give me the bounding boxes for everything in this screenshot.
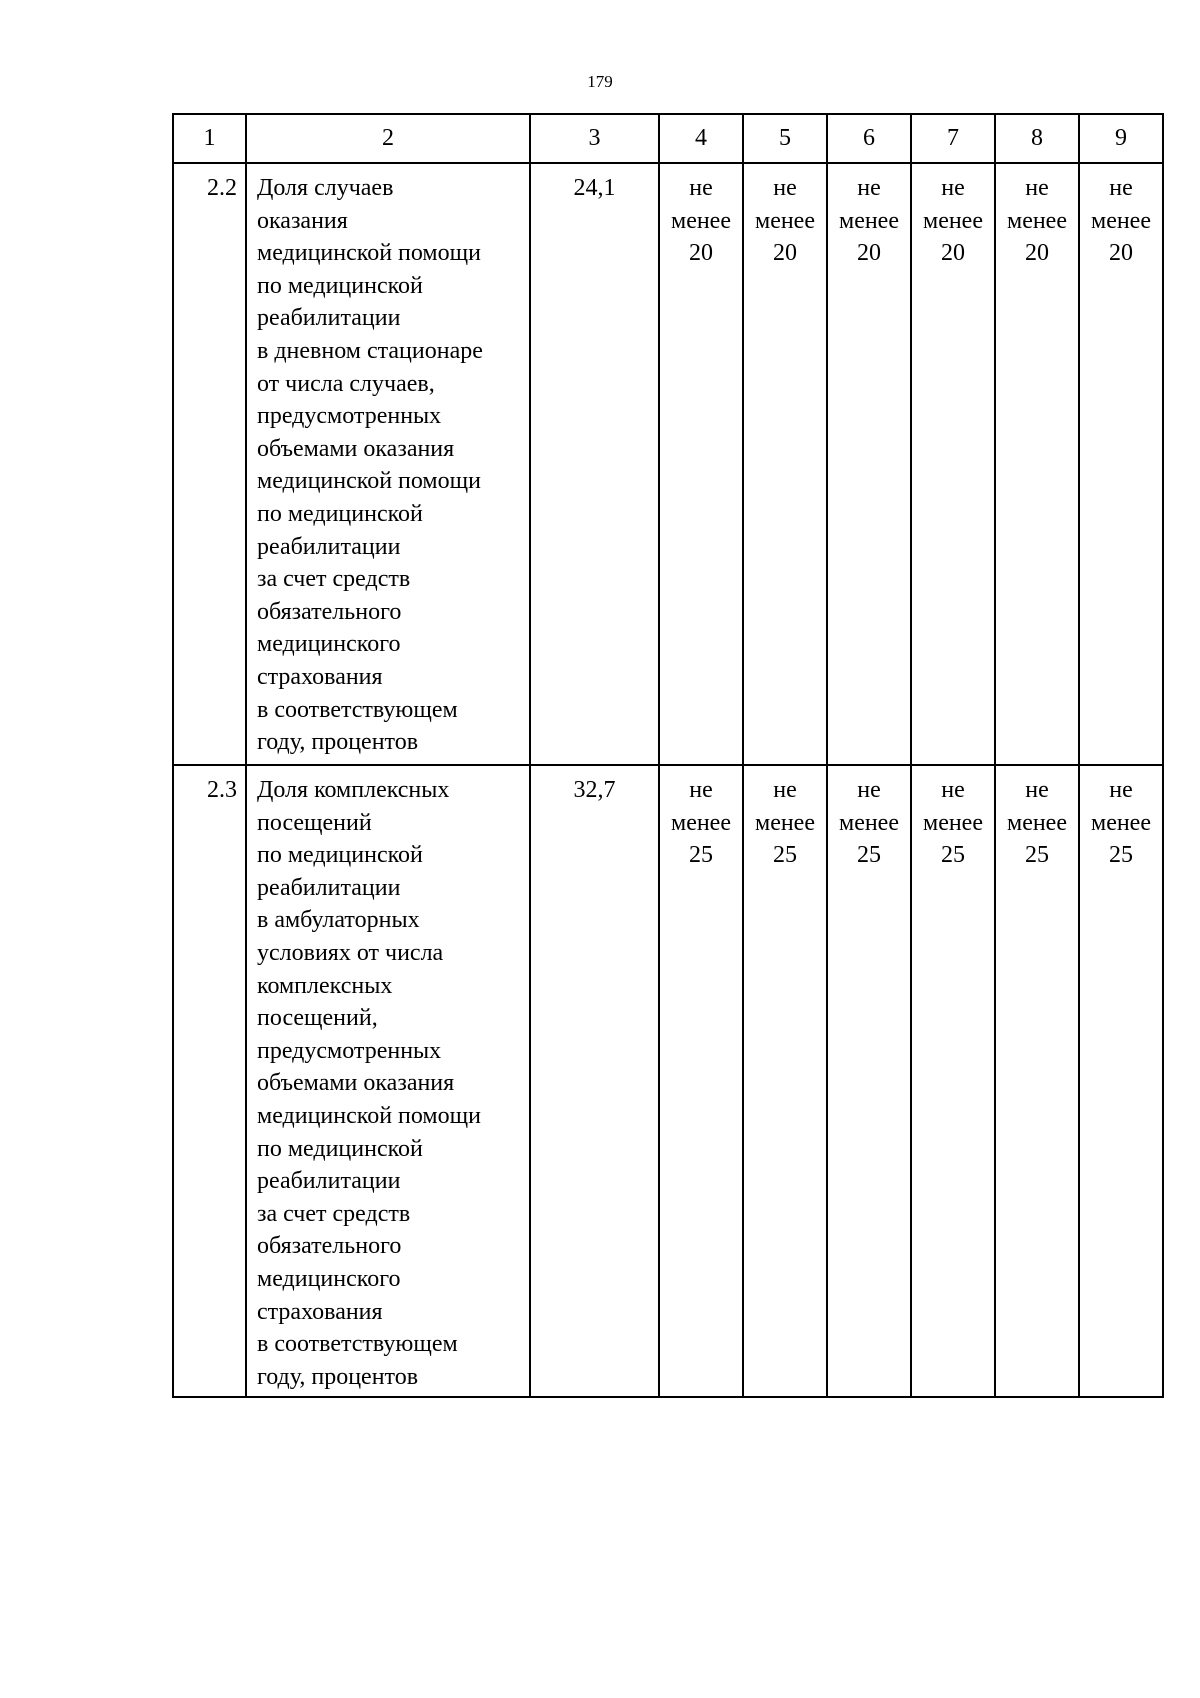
target-prefix: не [1025,777,1049,803]
target-qualifier: менее [1091,207,1151,234]
target-prefix: не [941,175,965,201]
target-qualifier: менее [839,809,899,836]
target-prefix: не [689,777,713,803]
header-cell: 4 [659,114,743,163]
indicator-name-text: Доля комплексных посещений по медицинской реабилитации в амбулаторных условиях от числа комплексных посещений, предусмотренных объемами оказания медицинской помощи по медицинской реабилитации за счет средств обязательного медицинского страхования в соответствующем году, процентов [257,777,481,1390]
target-value-cell [911,765,995,1397]
base-value: 24,1 [530,163,659,765]
header-cell: 6 [827,114,911,163]
target-prefix: не [941,777,965,803]
target-prefix: не [1109,777,1133,803]
target-value-cell [659,765,743,1397]
target-prefix: не [857,777,881,803]
target-prefix: не [1025,175,1049,201]
target-number: 20 [689,240,713,267]
indicator-name [246,163,530,765]
target-value-cell [743,163,827,765]
header-cell: 8 [995,114,1079,163]
target-number: 25 [1025,842,1049,869]
target-qualifier: менее [923,207,983,234]
target-value-cell [1079,765,1163,1397]
target-qualifier: менее [1007,809,1067,836]
header-cell: 9 [1079,114,1163,163]
target-value-cell [1079,163,1163,765]
indicator-name-text: Доля случаев оказания медицинской помощи по медицинской реабилитации в дневном стационаре от числа случаев, предусмотренных объемами оказания медицинской помощи по медицинской реабилитации за счет средств обязательного медицинского страхования в соответствующем году, процентов [257,175,483,756]
target-number: 20 [773,240,797,267]
target-qualifier: менее [839,207,899,234]
target-number: 25 [773,842,797,869]
target-prefix: не [689,175,713,201]
target-number: 25 [857,842,881,869]
target-number: 25 [689,842,713,869]
target-qualifier: менее [1007,207,1067,234]
page-number: 179 [587,72,613,91]
target-qualifier: менее [755,809,815,836]
target-qualifier: менее [671,809,731,836]
target-number: 20 [1025,240,1049,267]
header-cell: 2 [246,114,530,163]
target-value-cell [995,163,1079,765]
target-prefix: не [857,175,881,201]
table-row [173,765,1163,1397]
target-qualifier: менее [923,809,983,836]
target-value-cell [827,163,911,765]
base-value: 32,7 [530,765,659,1397]
row-number: 2.2 [173,163,246,765]
header-cell: 5 [743,114,827,163]
row-number: 2.3 [173,765,246,1397]
target-value-cell [743,765,827,1397]
target-prefix: не [773,777,797,803]
header-cell: 1 [173,114,246,163]
target-qualifier: менее [671,207,731,234]
target-qualifier: менее [1091,809,1151,836]
target-number: 20 [941,240,965,267]
header-cell: 3 [530,114,659,163]
target-number: 25 [1109,842,1133,869]
table-row [173,163,1163,765]
header-cell: 7 [911,114,995,163]
target-prefix: не [773,175,797,201]
target-prefix: не [1109,175,1133,201]
indicator-name [246,765,530,1397]
target-value-cell [911,163,995,765]
target-number: 25 [941,842,965,869]
header-row [173,114,1163,163]
target-qualifier: менее [755,207,815,234]
target-value-cell [995,765,1079,1397]
target-value-cell [659,163,743,765]
indicator-table [172,113,1164,1398]
target-number: 20 [857,240,881,267]
target-value-cell [827,765,911,1397]
target-number: 20 [1109,240,1133,267]
